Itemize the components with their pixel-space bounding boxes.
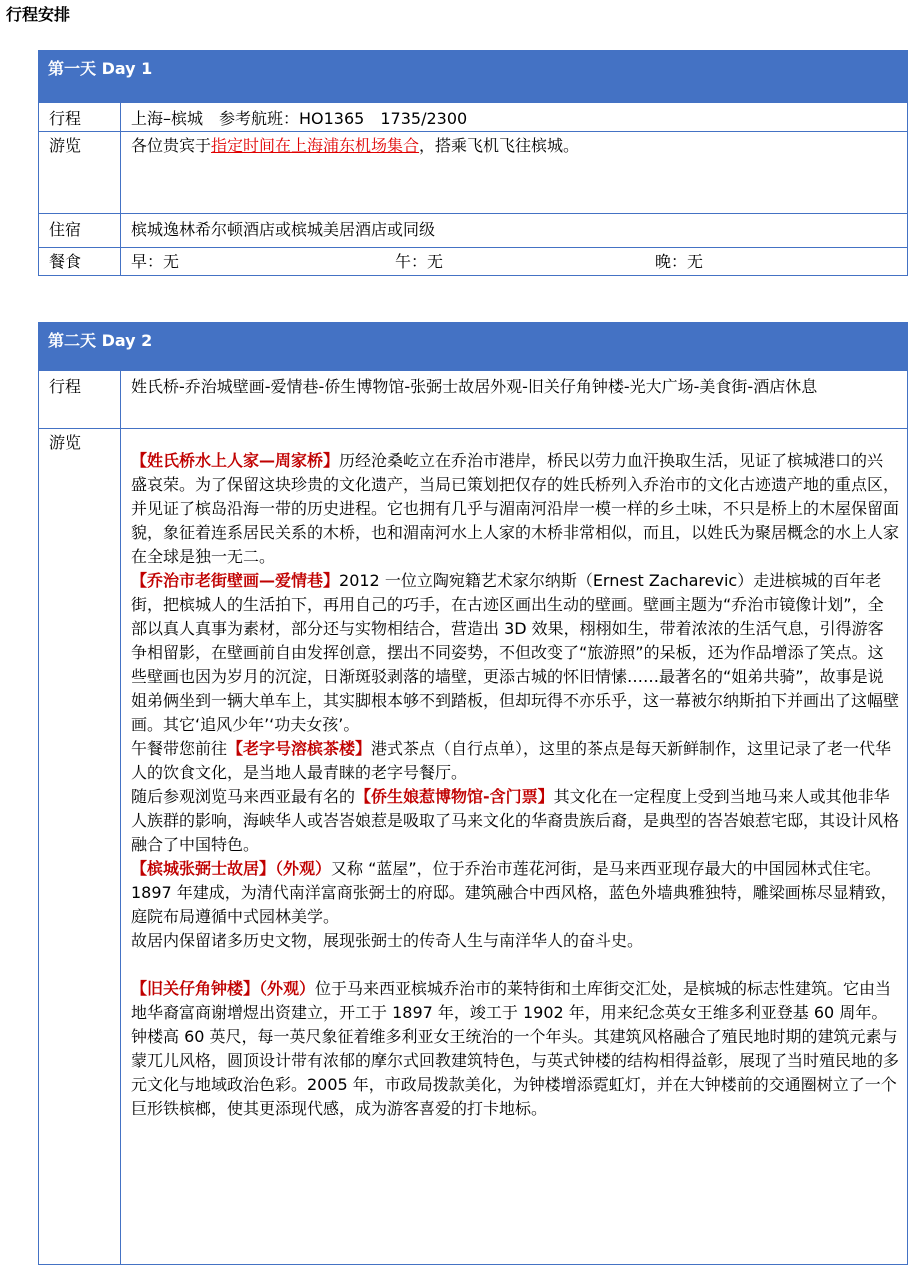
attraction-title: 【侨生娘惹博物馆-含门票】	[355, 787, 554, 806]
day1-section	[38, 50, 908, 276]
day1-meals	[121, 248, 908, 276]
day1-hotel-row	[39, 214, 908, 248]
blue-mansion-history: 1897 年建成，为清代南洋富商张弼士的府邸。建筑融合中西风格，蓝色外墙典雅独特，雕梁画栋尽显精致，庭院布局遵循中式园林美学。	[131, 883, 897, 926]
day1-tour-post: ，搭乘飞机飞往槟城。	[419, 136, 580, 155]
spacer	[131, 953, 899, 977]
day1-route-row	[39, 103, 908, 132]
day2-route-label: 行程	[39, 371, 121, 429]
lunch-teahouse	[131, 737, 899, 785]
blue-mansion-artifacts: 故居内保留诸多历史文物，展现张弼士的传奇人生与南洋华人的奋斗史。	[131, 931, 644, 950]
attraction-peranakan-museum	[131, 785, 899, 857]
museum-intro: 随后参观浏览马来西亚最有名的	[131, 787, 356, 806]
attraction-title: 【旧关仔角钟楼】（外观）	[131, 979, 316, 998]
day1-header	[38, 50, 908, 102]
attraction-surname-jetty	[131, 449, 899, 569]
day1-meal-row	[39, 248, 908, 276]
attraction-title: 【乔治市老街壁画—爱情巷】	[131, 571, 340, 590]
attraction-title: 【槟城张弼士故居】（外观）	[131, 859, 332, 878]
restaurant-desc: 港式茶点（自行点单），这里的茶点是每天新鲜制作，这里记录了老一代华人的饮食文化，是当地人最青睐的老字号餐厅。	[131, 739, 892, 782]
day1-table	[38, 102, 908, 276]
attraction-desc: 历经沧桑屹立在乔治市港岸，桥民以劳力血汗换取生活，见证了槟城港口的兴盛哀荣。为了保留这块珍贵的文化遗产，当局已策划把仅存的姓氏桥列入乔治市的文化古迹遗产地的重点区，并见证了槟岛沿海一带的历史进程。它也拥有几乎与湄南河沿岸一模一样的乡土味，不只是桥上的木屋保留面貌，象征着连系居民关系的木桥，也和湄南河水上人家的木桥非常相似，而且，以姓氏为聚居概念的水上人家在全球是独一无二。	[131, 451, 900, 566]
day2-header-text: 第二天 Day 2	[48, 331, 153, 350]
attraction-title: 【姓氏桥水上人家—周家桥】	[131, 451, 340, 470]
attraction-street-art	[131, 569, 899, 737]
day1-tour-label: 游览	[39, 132, 121, 214]
attraction-desc: 位于马来西亚槟城乔治市的莱特街和土库街交汇处，是槟城的标志性建筑。它由当地华裔富商谢增煜出资建立，开工于 1897 年，竣工于 1902 年，用来纪念英女王维多利亚登基 60 周年。钟楼高 60 英尺，每一英尺象征着维多利亚女王统治的一个年头。其建筑风格融合了殖民地时期的建筑元素与蒙兀儿风格，圆顶设计带有浓郁的摩尔式回教建筑特色，与英式钟楼的结构相得益彰，展现了当时殖民地的多元文化与地域政治色彩。2005 年，市政局拨款美化，为钟楼增添霓虹灯，并在大钟楼前的交通圈树立了一个巨形铁槟榔，使其更添现代感，成为游客喜爱的打卡地标。	[131, 979, 900, 1118]
day1-hotel-label: 住宿	[39, 214, 121, 248]
day1-header-text: 第一天 Day 1	[48, 59, 153, 78]
day1-tour-row	[39, 132, 908, 214]
restaurant-title: 【老字号溶槟茶楼】	[227, 739, 372, 758]
dinner: 晚：无	[655, 252, 704, 271]
day2-tour-row	[39, 429, 908, 1265]
day1-tour-content	[121, 132, 908, 214]
breakfast: 早：无	[131, 252, 180, 271]
meeting-point-highlight: 指定时间在上海浦东机场集合	[211, 136, 420, 155]
day1-meal-label: 餐食	[39, 248, 121, 276]
attraction-desc: 其文化在一定程度上受到当地马来人或其他非华人族群的影响，海峡华人或峇峇娘惹是吸取了马来文化的华裔贵族后裔，是典型的峇峇娘惹宅邸，其设计风格融合了中国特色。	[131, 787, 900, 854]
day1-route-text: 上海–槟城 参考航班：HO1365 1735/2300	[121, 103, 908, 132]
day2-tour-label: 游览	[39, 429, 121, 1265]
lunch: 午：无	[395, 252, 444, 271]
day2-header	[38, 322, 908, 370]
lunch-intro: 午餐带您前往	[131, 739, 228, 758]
attraction-desc: 又称 “蓝屋”，位于乔治市莲花河街，是马来西亚现存最大的中国园林式住宅。	[331, 859, 881, 878]
attraction-blue-mansion	[131, 857, 899, 881]
day1-route-label: 行程	[39, 103, 121, 132]
day2-table	[38, 370, 908, 1265]
day2-tour-content	[121, 429, 908, 1265]
day1-tour-pre: 各位贵宾于	[131, 136, 212, 155]
attraction-desc: 2012 一位立陶宛籍艺术家尔纳斯（Ernest Zacharevic）走进槟城的百年老街，把槟城人的生活拍下，再用自己的巧手，在古迹区画出生动的壁画。壁画主题为“乔治市镜像计划”，全部以真人真事为素材，部分还与实物相结合，营造出 3D 效果，栩栩如生，带着浓浓的生活气息，引得游客争相留影，在壁画前自由发挥创意，摆出不同姿势，不但改变了“旅游照”的呆板，还为作品增添了笑点。这些壁画也因为岁月的沉淀，日渐斑驳剥落的墙壁，更添古城的怀旧情愫……最著名的“姐弟共骑”，故事是说姐弟俩坐到一辆大单车上，其实脚根本够不到踏板，但却玩得不亦乐乎，这一幕被尔纳斯拍下并画出了这幅壁画。其它‘追风少年’‘功夫女孩’。	[131, 571, 900, 734]
day2-route-row	[39, 371, 908, 429]
attraction-clock-tower	[131, 977, 899, 1121]
day2-route-text: 姓氏桥-乔治城壁画-爱情巷-侨生博物馆-张弼士故居外观-旧关仔角钟楼-光大广场-美食街-酒店休息	[121, 371, 908, 429]
page-title: 行程安排	[6, 5, 71, 24]
day1-hotel-text: 槟城逸林希尔顿酒店或槟城美居酒店或同级	[121, 214, 908, 248]
day2-section	[38, 322, 908, 1265]
